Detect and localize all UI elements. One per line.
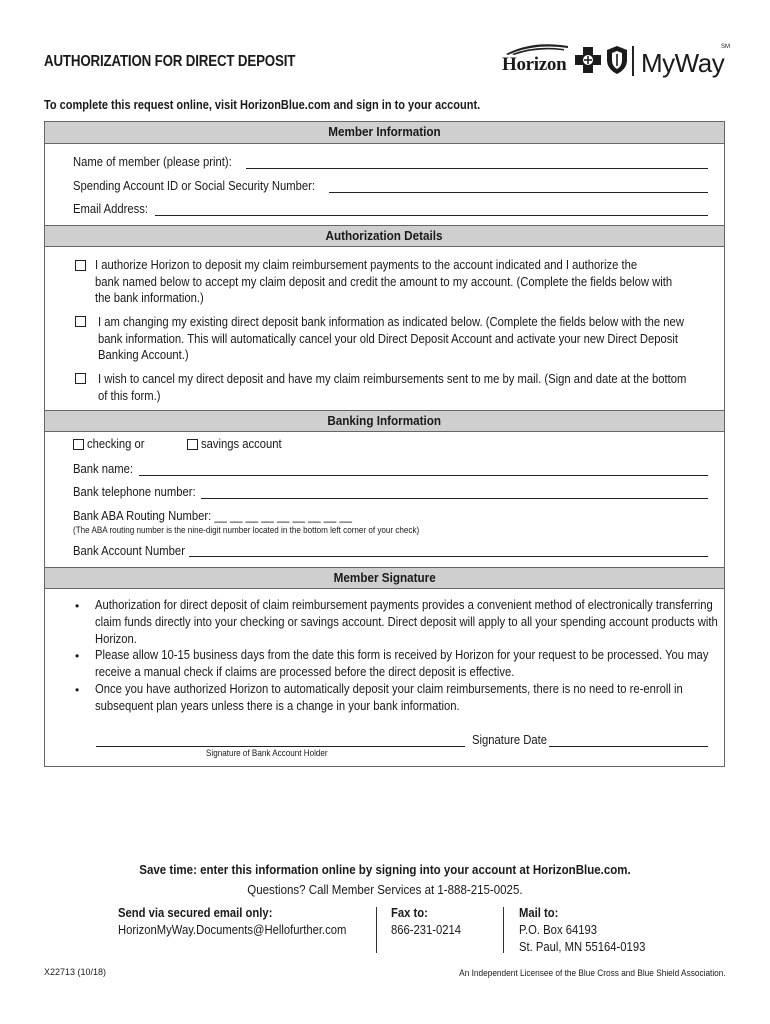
checking-label: checking or <box>87 437 145 451</box>
signature-note-1: Authorization for direct deposit of claim reimbursement payments provides a convenient method of electronically transferring claim funds directly into your checking or savings account. Direct deposit will apply to all your spending account products with Horizon. <box>95 598 718 646</box>
aba-routing-field[interactable]: Bank ABA Routing Number: __ __ __ __ __ __ __ __ __ <box>73 509 352 523</box>
form-number: X22713 (10/18) <box>44 967 107 977</box>
mail-contact <box>519 905 659 956</box>
authorize-deposit-text: I authorize Horizon to deposit my claim reimbursement payments to the account indicated and I authorize the bank named below to accept my claim deposit and credit the amount to my account. (Complete the fields below with the bank information.) <box>95 258 673 305</box>
email-field[interactable] <box>155 215 708 216</box>
bank-phone-field[interactable] <box>201 498 708 499</box>
bank-account-field[interactable] <box>189 556 708 557</box>
bullet-1: • <box>75 599 80 613</box>
savings-checkbox[interactable] <box>187 439 198 450</box>
bullet-3: • <box>75 683 80 697</box>
member-info-heading: Member Information <box>45 122 724 144</box>
service-mark: SM <box>721 44 730 50</box>
signature-field[interactable] <box>96 746 465 747</box>
cancel-deposit-checkbox[interactable] <box>75 373 86 384</box>
form-title: AUTHORIZATION FOR DIRECT DEPOSIT <box>44 53 296 70</box>
bullet-2: • <box>75 649 80 663</box>
logo-divider <box>632 46 634 76</box>
email-contact <box>118 905 372 939</box>
account-id-field[interactable] <box>329 192 708 193</box>
change-bank-checkbox[interactable] <box>75 316 86 327</box>
member-name-label: Name of member (please print): <box>73 155 232 169</box>
bank-account-label: Bank Account Number <box>73 544 185 558</box>
signature-note-2: Please allow 10-15 business days from the date this form is received by Horizon for your request to be processed. You may receive a manual check if claims are processed before the direct deposit is effective. <box>95 648 709 679</box>
email-address-link[interactable]: HorizonMyWay.Documents@Hellofurther.com <box>118 923 347 937</box>
deposit-form <box>44 121 725 767</box>
myway-wordmark: MyWay <box>641 48 725 78</box>
signature-date-field[interactable] <box>549 746 708 747</box>
member-name-field[interactable] <box>246 168 708 169</box>
footer-divider-1 <box>376 907 377 953</box>
save-time-message: Save time: enter this information online by signing into your account at HorizonBlue.com. <box>139 862 631 877</box>
bank-name-label: Bank name: <box>73 462 134 476</box>
checking-checkbox[interactable] <box>73 439 84 450</box>
blue-shield-icon <box>606 45 628 75</box>
account-id-label: Spending Account ID or Social Security Number: <box>73 179 316 193</box>
bank-phone-label: Bank telephone number: <box>73 485 196 499</box>
horizon-wordmark: Horizon <box>502 54 567 75</box>
fax-number: 866-231-0214 <box>391 923 462 937</box>
mail-heading: Mail to: <box>519 906 559 920</box>
signature-date-label: Signature Date <box>472 733 548 747</box>
email-label: Email Address: <box>73 202 149 216</box>
member-signature-heading: Member Signature <box>45 567 724 589</box>
auth-details-heading: Authorization Details <box>45 225 724 247</box>
fax-contact <box>391 905 469 939</box>
footer-divider-2 <box>503 907 504 953</box>
banking-info-heading: Banking Information <box>45 410 724 432</box>
change-bank-text: I am changing my existing direct deposit bank information as indicated below. (Complete the fields below with the new bank information. This will automatically cancel your old Direct Deposit Account and activate your new Direct Deposit Banking Account.) <box>98 315 684 362</box>
blue-cross-icon <box>574 46 602 74</box>
bank-name-field[interactable] <box>139 475 708 476</box>
fax-heading: Fax to: <box>391 906 428 920</box>
questions-line: Questions? Call Member Services at 1-888-215-0025. <box>247 882 523 897</box>
mail-address-line1: P.O. Box 64193 <box>519 923 597 937</box>
signature-holder-caption: Signature of Bank Account Holder <box>206 748 328 758</box>
horizon-myway-logo <box>502 40 732 80</box>
authorize-deposit-checkbox[interactable] <box>75 260 86 271</box>
mail-address-line2: St. Paul, MN 55164-0193 <box>519 940 646 954</box>
licensee-statement: An Independent Licensee of the Blue Cross and Blue Shield Association. <box>459 968 726 978</box>
signature-note-3: Once you have authorized Horizon to automatically deposit your claim reimbursements, there is no need to re-enroll in subsequent plan years unless there is a change in your bank information. <box>95 682 683 713</box>
aba-routing-note: (The ABA routing number is the nine-digit number located in the bottom left corner of your check) <box>73 525 420 535</box>
cancel-deposit-text: I wish to cancel my direct deposit and have my claim reimbursements sent to me by mail. (Sign and date at the bottom of this form.) <box>98 372 687 403</box>
email-heading: Send via secured email only: <box>118 906 273 920</box>
savings-label: savings account <box>201 437 282 451</box>
intro-instructions: To complete this request online, visit HorizonBlue.com and sign in to your account. <box>44 98 481 112</box>
